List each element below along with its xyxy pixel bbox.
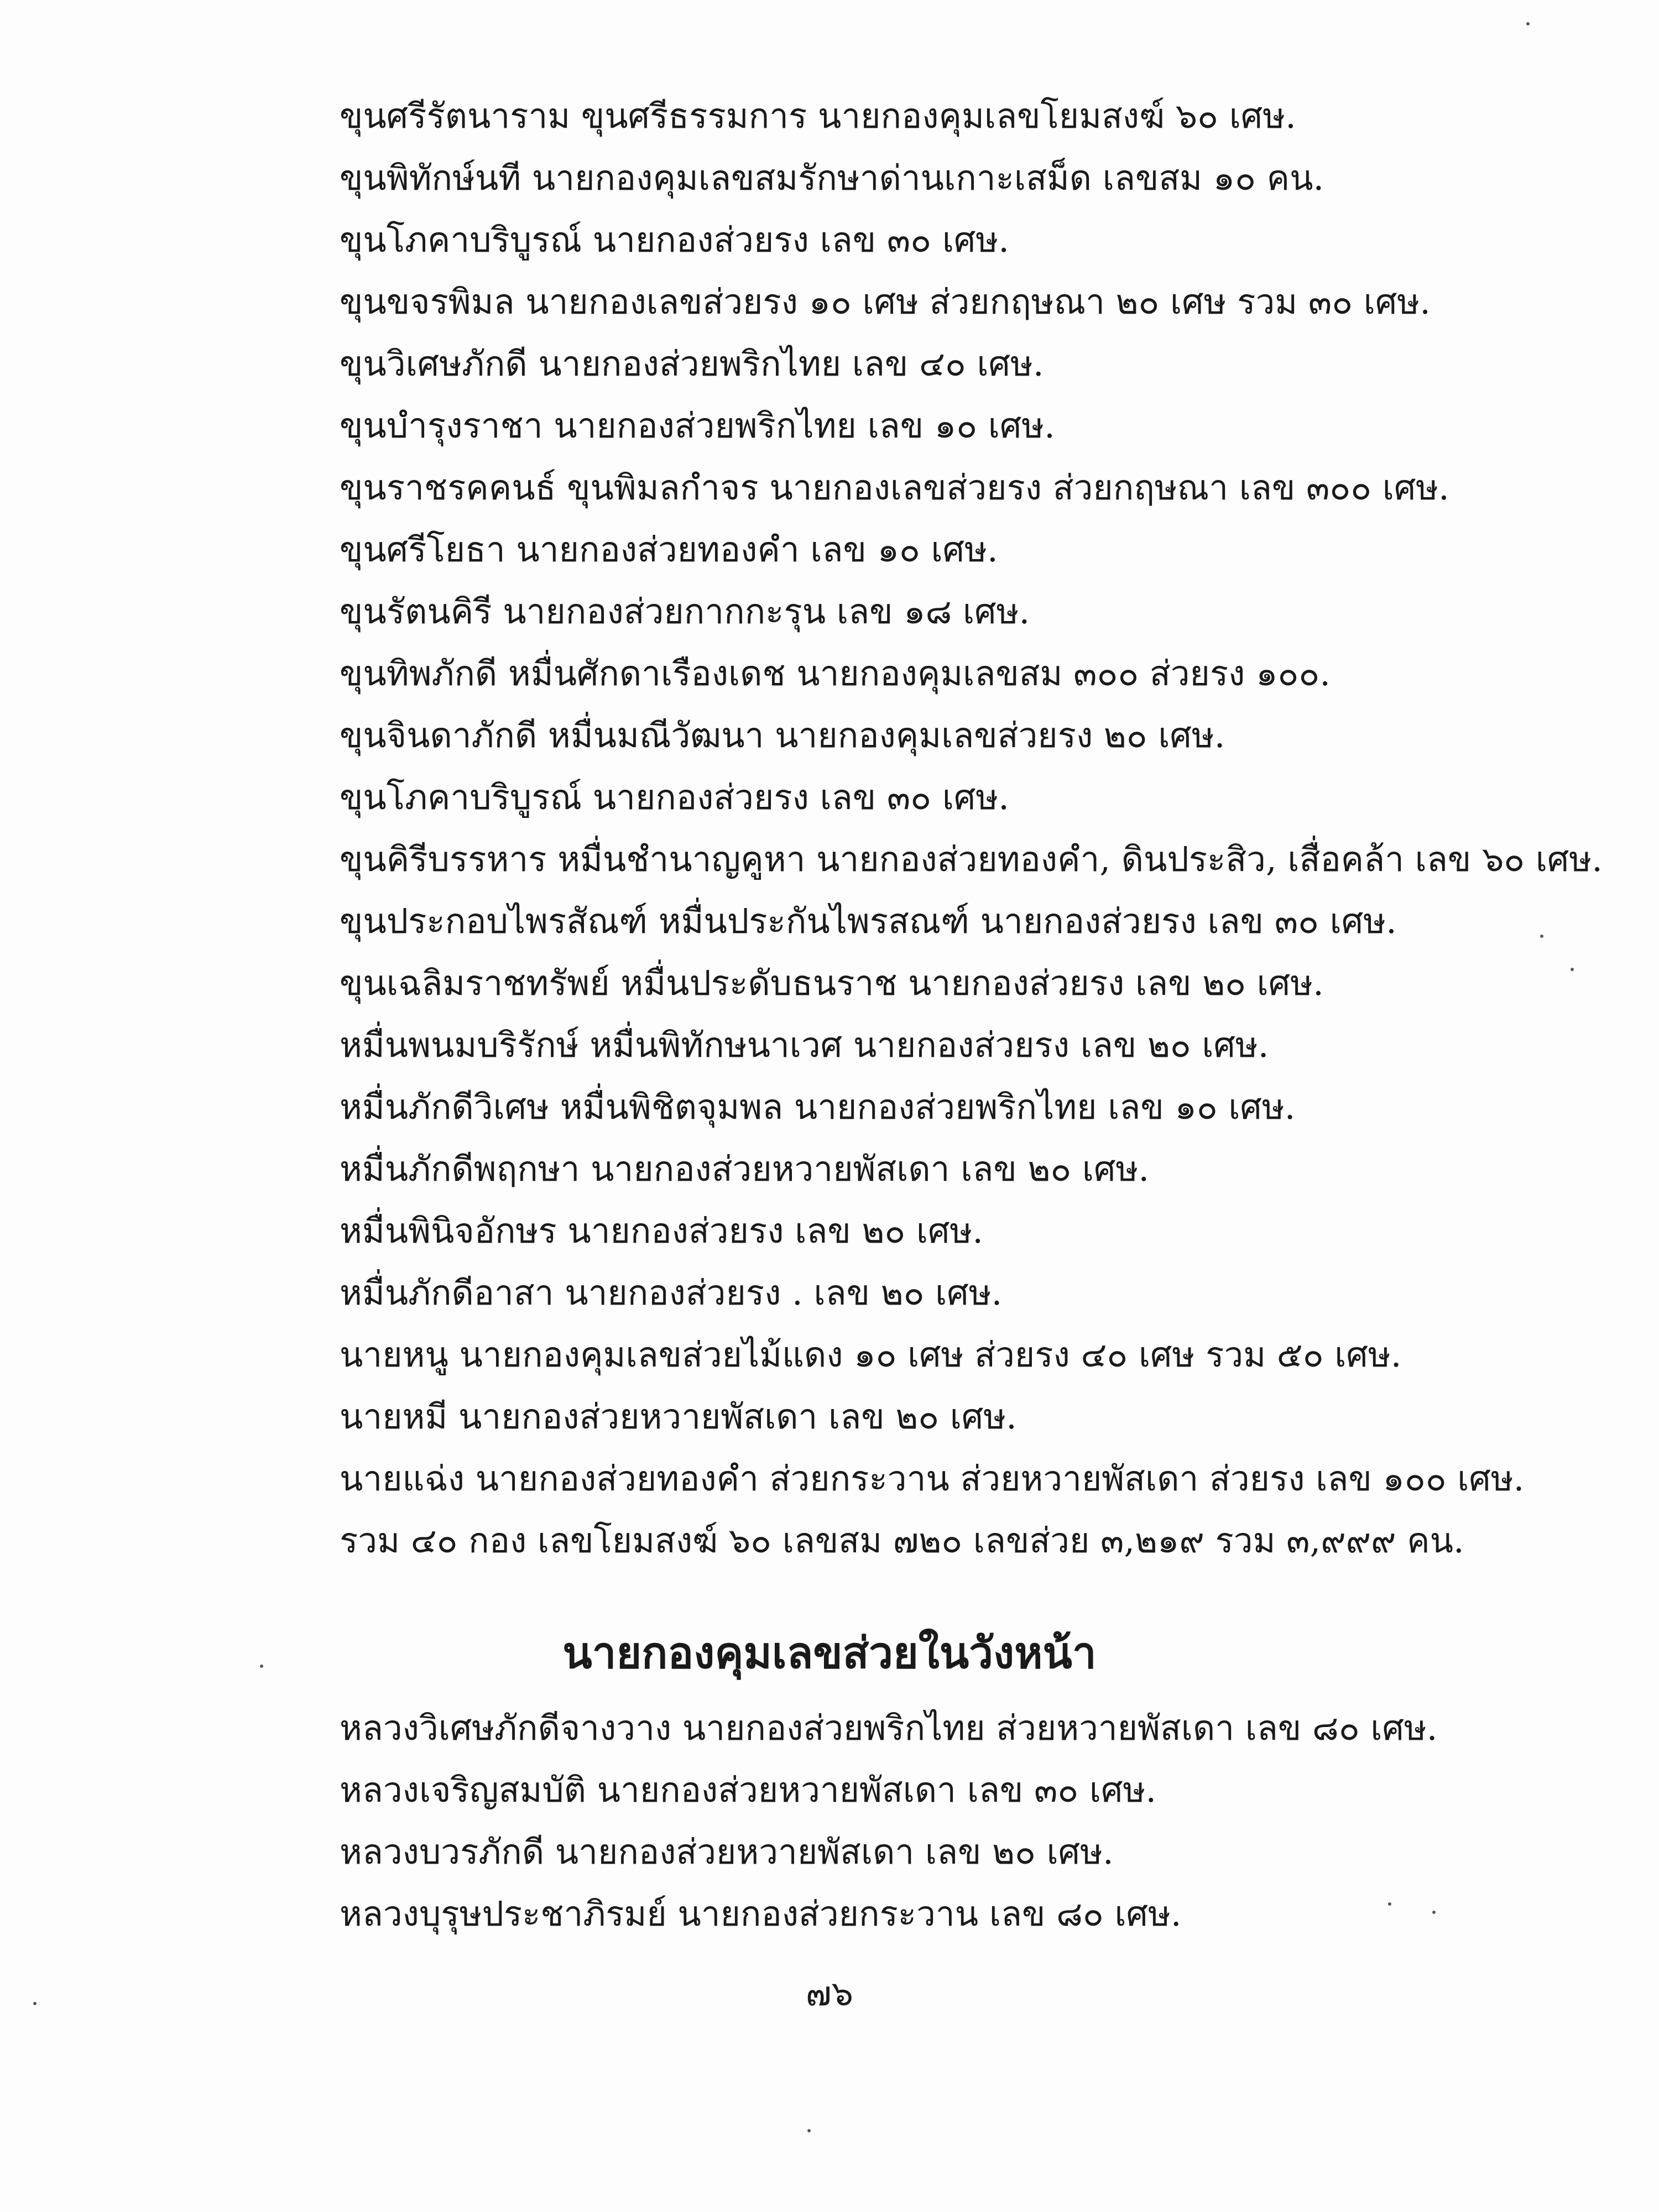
text-line: ขุนจินดาภักดี หมื่นมณีวัฒนา นายกองคุมเลขส่วยรง ๒๐ เศษ. [340, 715, 1225, 755]
scan-speck [1388, 1902, 1391, 1906]
scan-speck [1432, 1911, 1436, 1914]
scan-speck [260, 1665, 263, 1668]
text-line: หลวงวิเศษภักดีจางวาง นายกองส่วยพริกไทย ส่วยหวายพัสเดา เลข ๘๐ เศษ. [340, 1708, 1438, 1748]
text-line: หมื่นพินิจอักษร นายกองส่วยรง เลข ๒๐ เศษ. [340, 1211, 984, 1251]
text-line: ขุนวิเศษภักดี นายกองส่วยพริกไทย เลข ๔๐ เศษ. [340, 343, 1044, 384]
scan-speck [1526, 22, 1530, 25]
text-line: ขุนศรีรัตนาราม ขุนศรีธรรมการ นายกองคุมเลขโยมสงฆ์ ๖๐ เศษ. [340, 96, 1296, 136]
text-line: ขุนเฉลิมราชทรัพย์ หมื่นประดับธนราช นายกองส่วยรง เลข ๒๐ เศษ. [340, 963, 1324, 1003]
text-line: ขุนขจรพิมล นายกองเลขส่วยรง ๑๐ เศษ ส่วยกฤษณา ๒๐ เศษ รวม ๓๐ เศษ. [340, 281, 1431, 322]
text-line: ขุนโภคาบริบูรณ์ นายกองส่วยรง เลข ๓๐ เศษ. [340, 220, 1009, 260]
scan-speck [1571, 968, 1574, 971]
text-line: หลวงบุรุษประชาภิรมย์ นายกองส่วยกระวาน เลข ๘๐ เศษ. [340, 1893, 1182, 1934]
text-line: นายแฉ่ง นายกองส่วยทองคำ ส่วยกระวาน ส่วยหวายพัสเดา ส่วยรง เลข ๑๐๐ เศษ. [340, 1458, 1525, 1499]
text-line: หมื่นภักดีพฤกษา นายกองส่วยหวายพัสเดา เลข ๒๐ เศษ. [340, 1149, 1150, 1189]
text-line: ขุนโภคาบริบูรณ์ นายกองส่วยรง เลข ๓๐ เศษ. [340, 777, 1009, 817]
scan-speck [1540, 935, 1543, 938]
text-line: หมื่นภักดีอาสา นายกองส่วยรง . เลข ๒๐ เศษ. [340, 1272, 1003, 1313]
text-line: นายหมี นายกองส่วยหวายพัสเดา เลข ๒๐ เศษ. [340, 1396, 1017, 1437]
page-number: ๗๖ [806, 1973, 853, 2013]
text-line-total: รวม ๔๐ กอง เลขโยมสงฆ์ ๖๐ เลขสม ๗๒๐ เลขส่วย ๓,๒๑๙ รวม ๓,๙๙๙ คน. [340, 1520, 1464, 1561]
text-line: ขุนศรีโยธา นายกองส่วยทองคำ เลข ๑๐ เศษ. [340, 529, 998, 570]
scan-speck [33, 2002, 36, 2005]
text-line: ขุนพิทักษ์นที นายกองคุมเลขสมรักษาด่านเกาะเสม็ด เลขสม ๑๐ คน. [340, 158, 1324, 198]
text-line: ขุนบำรุงราชา นายกองส่วยพริกไทย เลข ๑๐ เศษ. [340, 405, 1055, 446]
text-line: ขุนรัตนคิรี นายกองส่วยกากกะรุน เลข ๑๘ เศษ. [340, 591, 1030, 632]
scan-speck [807, 2129, 811, 2132]
text-line: ขุนคิรีบรรหาร หมื่นชำนาญคูหา นายกองส่วยทองคำ, ดินประสิว, เสื่อคล้า เลข ๖๐ เศษ. [340, 839, 1603, 879]
text-line: ขุนราชรคคนธ์ ขุนพิมลกำจร นายกองเลขส่วยรง ส่วยกฤษณา เลข ๓๐๐ เศษ. [340, 467, 1449, 508]
text-line: หมื่นภักดีวิเศษ หมื่นพิชิตจุมพล นายกองส่วยพริกไทย เลข ๑๐ เศษ. [340, 1087, 1296, 1127]
text-line: นายหนู นายกองคุมเลขส่วยไม้แดง ๑๐ เศษ ส่วยรง ๔๐ เศษ รวม ๕๐ เศษ. [340, 1334, 1402, 1375]
text-line: หมื่นพนมบริรักษ์ หมื่นพิทักษนาเวศ นายกองส่วยรง เลข ๒๐ เศษ. [340, 1025, 1269, 1065]
section-heading: นายกองคุมเลขส่วยในวังหน้า [562, 1628, 1097, 1678]
text-line: หลวงเจริญสมบัติ นายกองส่วยหวายพัสเดา เลข ๓๐ เศษ. [340, 1770, 1157, 1810]
text-line: ขุนประกอบไพรสัณฑ์ หมื่นประกันไพรสณฑ์ นายกองส่วยรง เลข ๓๐ เศษ. [340, 901, 1397, 941]
text-line: ขุนทิพภักดี หมื่นศักดาเรืองเดช นายกองคุมเลขสม ๓๐๐ ส่วยรง ๑๐๐. [340, 653, 1331, 693]
text-line: หลวงบวรภักดี นายกองส่วยหวายพัสเดา เลข ๒๐ เศษ. [340, 1832, 1114, 1872]
